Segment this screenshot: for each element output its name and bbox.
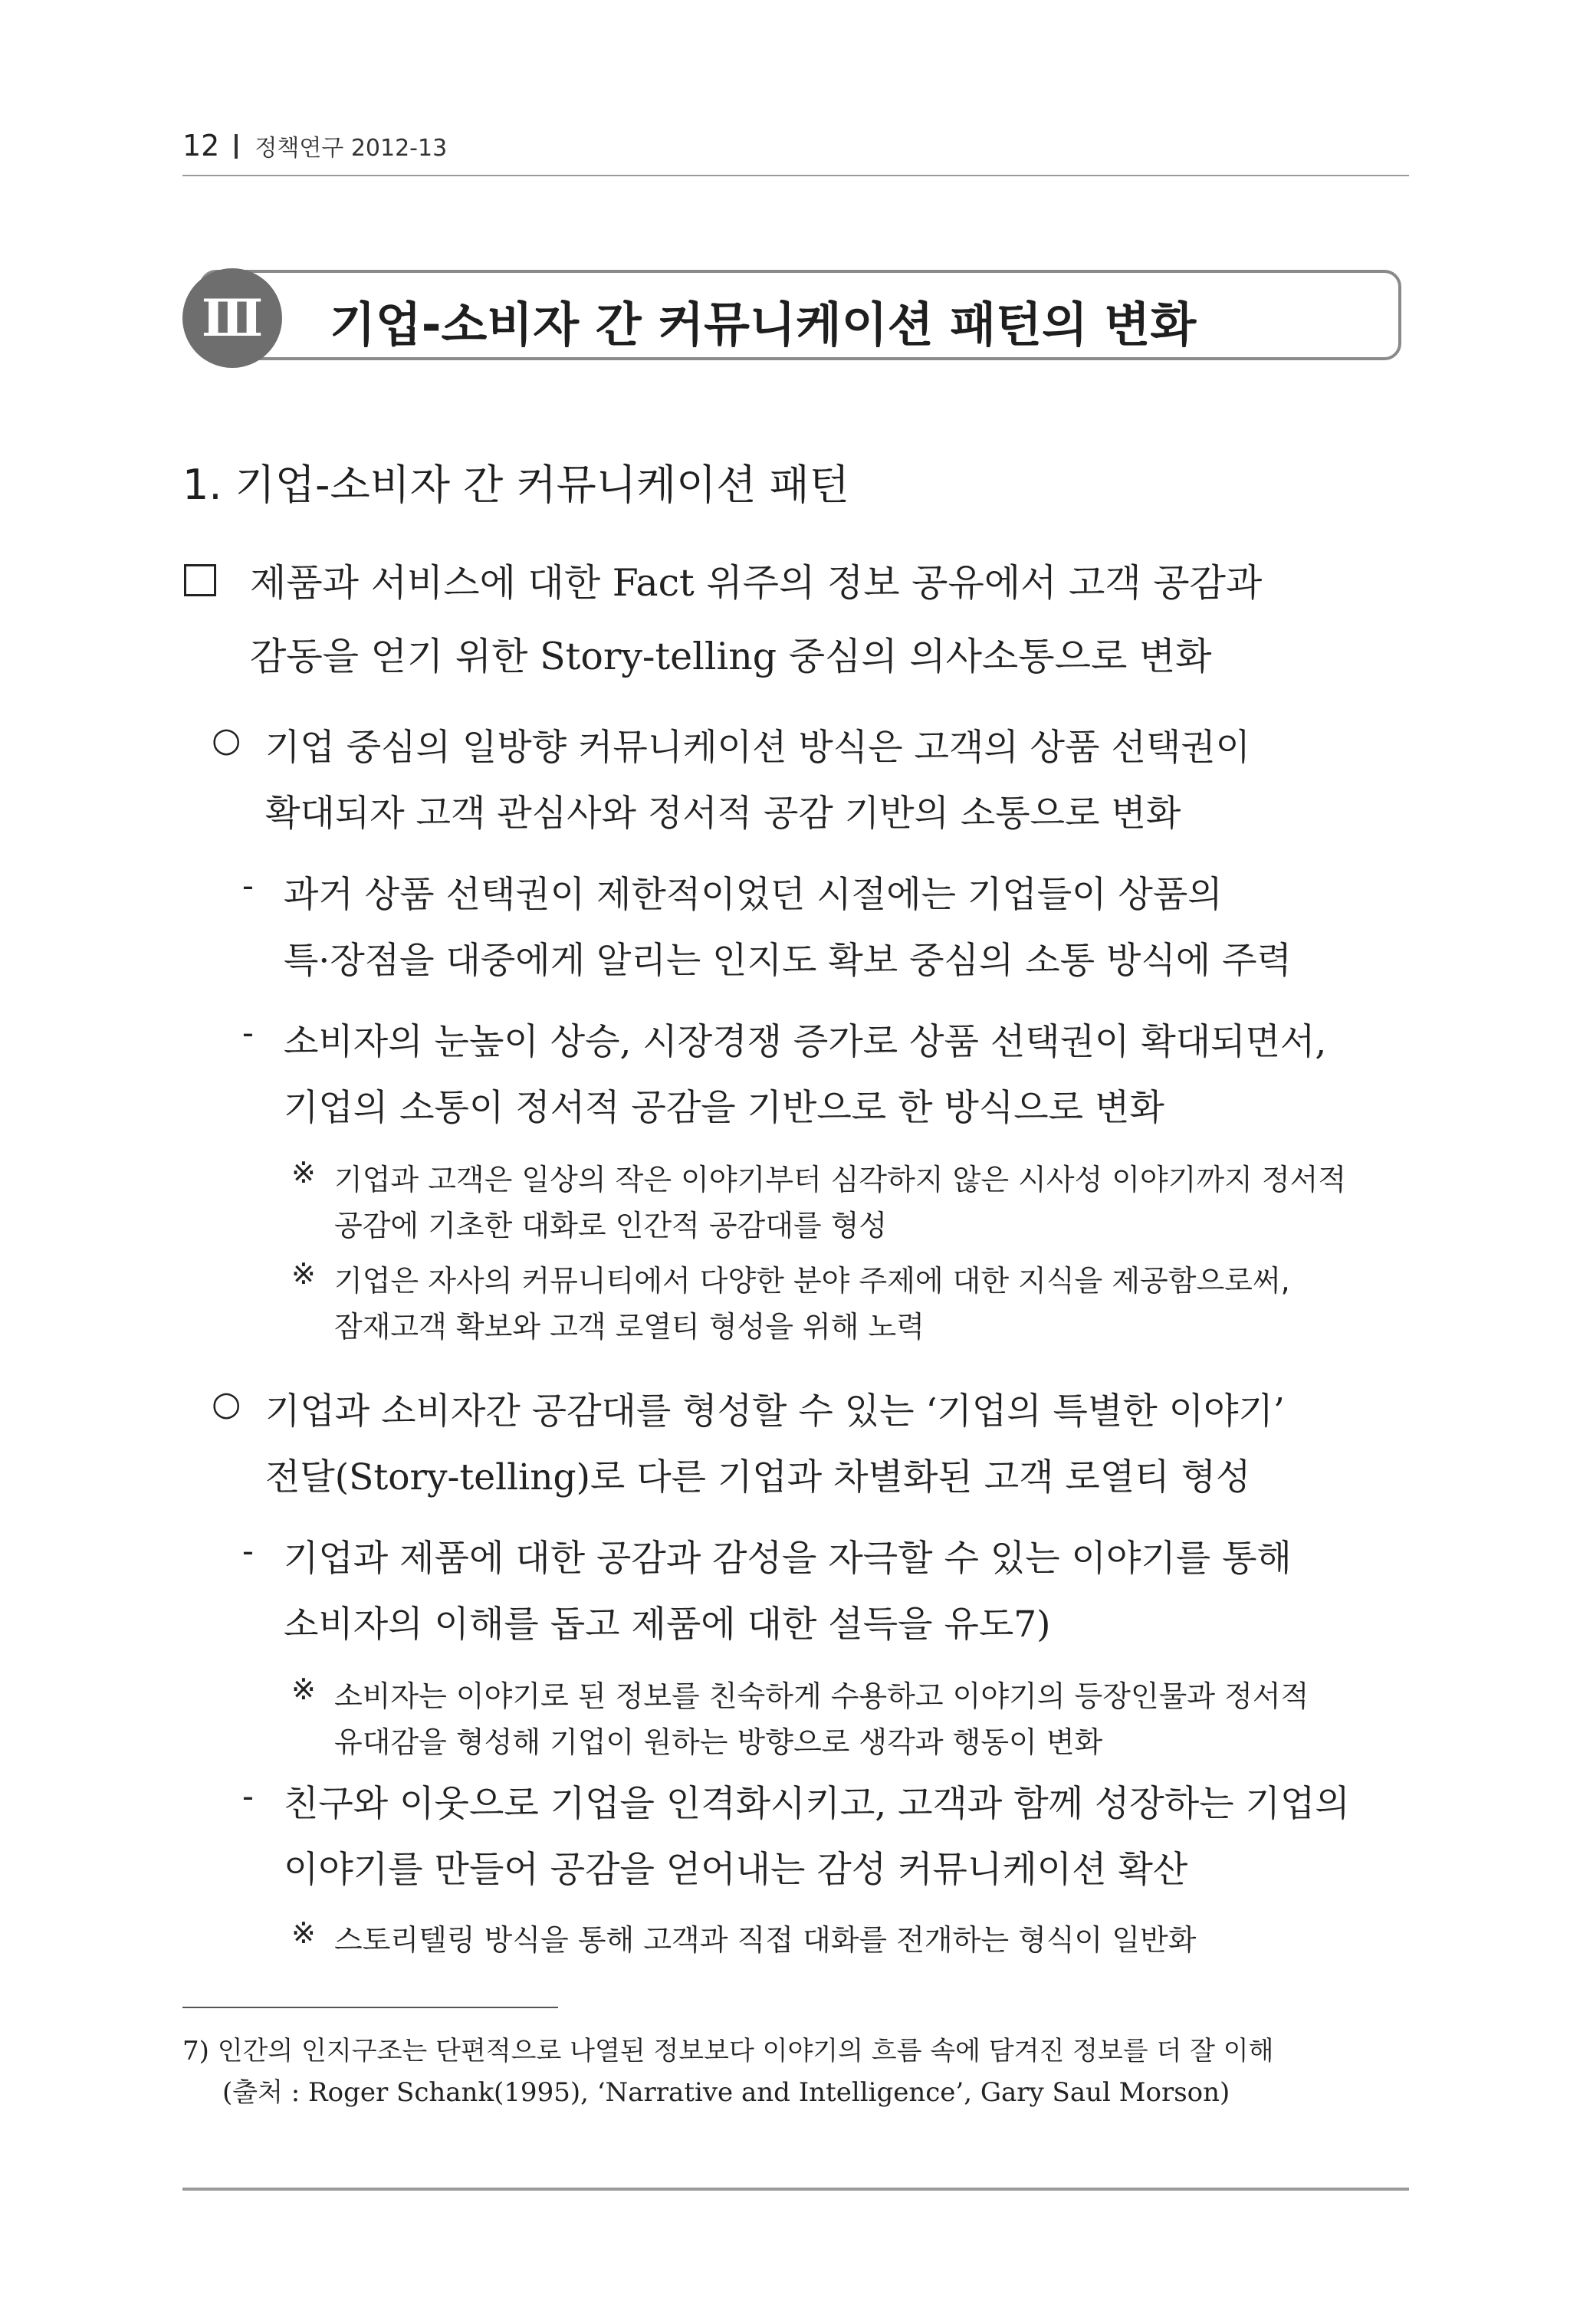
dash4-line-1: 친구와 이웃으로 기업을 인격화시키고, 고객과 함께 성장하는 기업의 bbox=[284, 1783, 1350, 1825]
reference-mark: ※ bbox=[291, 1257, 316, 1291]
dash2-line-2: 기업의 소통이 정서적 공감을 기반으로 한 방식으로 변화 bbox=[284, 1087, 1164, 1129]
square-bullet-icon bbox=[184, 564, 216, 596]
reference-mark: ※ bbox=[291, 1916, 316, 1950]
dash3-line-1: 기업과 제품에 대한 공감과 감성을 자극할 수 있는 이야기를 통해 bbox=[284, 1538, 1292, 1580]
dash4-line-2: 이야기를 만들어 공감을 얻어내는 감성 커뮤니케이션 확산 bbox=[284, 1849, 1188, 1891]
footnote-line-1: 7) 인간의 인지구조는 단편적으로 나열된 정보보다 이야기의 흐름 속에 담겨진 정보를 더 잘 이해 bbox=[182, 2036, 1274, 2066]
note2-line-2: 잠재고객 확보와 고객 로열티 형성을 위해 노력 bbox=[334, 1310, 925, 1344]
footnote-line-2: (출처 : Roger Schank(1995), ‘Narrative and Intelligence’, Gary Saul Morson) bbox=[222, 2077, 1230, 2108]
dash-bullet: - bbox=[242, 1777, 254, 1816]
note4-line-1: 스토리텔링 방식을 통해 고객과 직접 대화를 전개하는 형식이 일반화 bbox=[334, 1923, 1197, 1957]
circle-bullet-icon: ○ bbox=[212, 1384, 241, 1423]
subsection-title: 1. 기업-소비자 간 커뮤니케이션 패턴 bbox=[182, 461, 849, 509]
dash-bullet: - bbox=[242, 1531, 254, 1571]
dash2-line-1: 소비자의 눈높이 상승, 시장경쟁 증가로 상품 선택권이 확대되면서, bbox=[284, 1021, 1327, 1063]
page-number: 12 bbox=[182, 129, 220, 162]
header-separator bbox=[235, 134, 238, 159]
reference-mark: ※ bbox=[291, 1672, 316, 1706]
circle2-line-1: 기업과 소비자간 공감대를 형성할 수 있는 ‘기업의 특별한 이야기’ bbox=[265, 1390, 1285, 1433]
circle-bullet-icon: ○ bbox=[212, 721, 241, 760]
box-item-line-1: 제품과 서비스에 대한 Fact 위주의 정보 공유에서 고객 공감과 bbox=[250, 561, 1263, 605]
section-numeral-badge: Ⅲ bbox=[182, 268, 282, 368]
box-item-line-2: 감동을 얻기 위한 Story-telling 중심의 의사소통으로 변화 bbox=[250, 635, 1212, 678]
note3-line-1: 소비자는 이야기로 된 정보를 친숙하게 수용하고 이야기의 등장인물과 정서적 bbox=[334, 1679, 1309, 1713]
running-header bbox=[182, 129, 447, 162]
publication-title: 정책연구 2012-13 bbox=[255, 135, 448, 162]
dash1-line-2: 특·장점을 대중에게 알리는 인지도 확보 중심의 소통 방식에 주력 bbox=[284, 940, 1292, 982]
header-rule bbox=[182, 175, 1409, 176]
note1-line-1: 기업과 고객은 일상의 작은 이야기부터 심각하지 않은 시사성 이야기까지 정서적 bbox=[334, 1163, 1347, 1196]
note2-line-1: 기업은 자사의 커뮤니티에서 다양한 분야 주제에 대한 지식을 제공함으로써, bbox=[334, 1264, 1290, 1298]
dash-bullet: - bbox=[242, 866, 254, 905]
circle2-line-2: 전달(Story-telling)로 다른 기업과 차별화된 고객 로열티 형성 bbox=[265, 1456, 1251, 1498]
dash1-line-1: 과거 상품 선택권이 제한적이었던 시절에는 기업들이 상품의 bbox=[284, 874, 1223, 916]
bottom-rule bbox=[182, 2188, 1409, 2191]
reference-mark: ※ bbox=[291, 1156, 316, 1190]
section-title: 기업-소비자 간 커뮤니케이션 패턴의 변화 bbox=[330, 297, 1197, 353]
note3-line-2: 유대감을 형성해 기업이 원하는 방향으로 생각과 행동이 변화 bbox=[334, 1725, 1103, 1759]
circle1-line-1: 기업 중심의 일방향 커뮤니케이션 방식은 고객의 상품 선택권이 bbox=[265, 727, 1251, 769]
dash3-line-2: 소비자의 이해를 돕고 제품에 대한 설득을 유도7) bbox=[284, 1603, 1051, 1646]
note1-line-2: 공감에 기초한 대화로 인간적 공감대를 형성 bbox=[334, 1209, 888, 1242]
footnote-rule bbox=[182, 2007, 558, 2008]
dash-bullet: - bbox=[242, 1013, 254, 1052]
circle1-line-2: 확대되자 고객 관심사와 정서적 공감 기반의 소통으로 변화 bbox=[265, 793, 1181, 835]
